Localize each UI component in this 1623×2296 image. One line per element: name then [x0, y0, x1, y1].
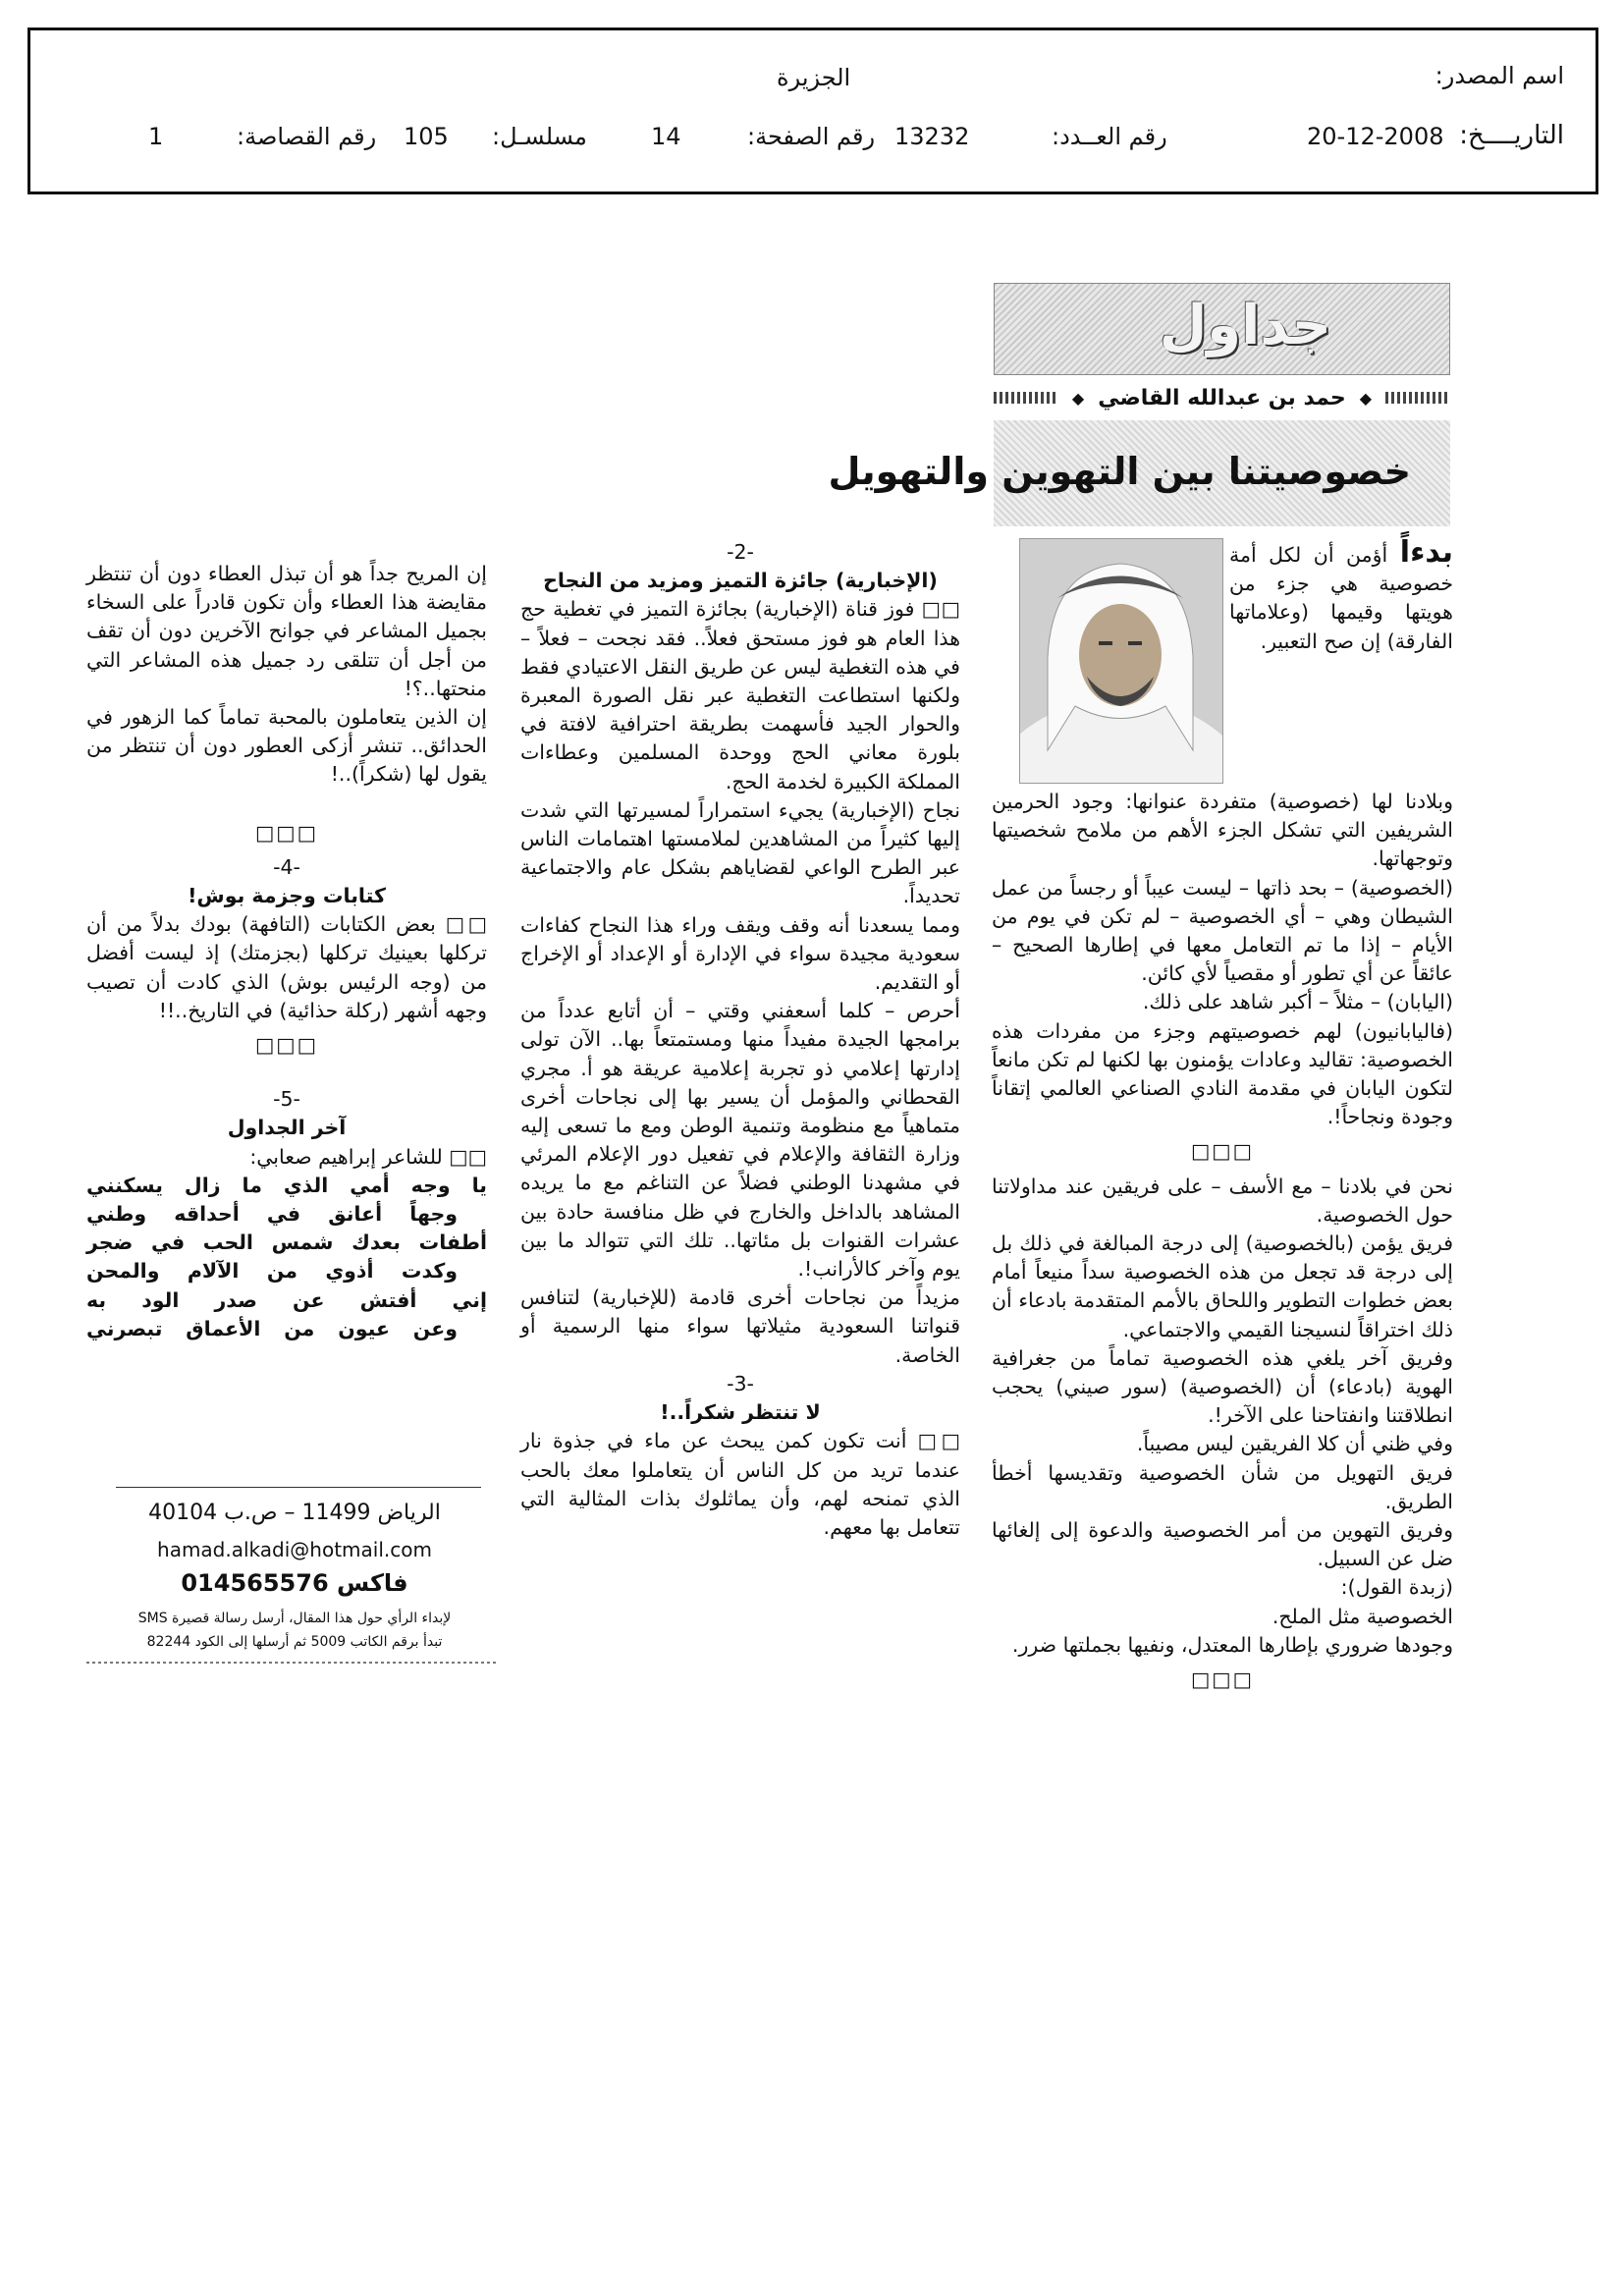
poem-verse: يا وجه أمي الذي ما زال يسكنني — [86, 1173, 487, 1197]
section-number: -5- — [273, 1087, 300, 1112]
footer-email: hamad.alkadi@hotmail.com — [157, 1538, 432, 1561]
column-title: جداول — [1159, 294, 1331, 357]
divider — [116, 1487, 481, 1488]
paragraph: وجودها ضروري بإطارها المعتدل، ونفيها بجملتها ضرر. — [1011, 1632, 1453, 1657]
page-label: رقم الصفحة: — [747, 123, 876, 150]
paragraph: (زبدة القول): — [1340, 1575, 1453, 1600]
issue-value: 13232 — [894, 123, 970, 150]
poem-verse: وجهاً أعانق في أحداقه وطني — [86, 1202, 458, 1227]
diamond-icon: ◆ — [1071, 388, 1085, 408]
paragraph: وفريق التهوين من أمر الخصوصية والدعوة إلى إلغائها ضل عن السبيل. — [992, 1518, 1453, 1571]
footer-sms-line1: لإبداء الرأي حول هذا المقال، أرسل رسالة قصيرة SMS — [137, 1611, 452, 1626]
paragraph: نجاح (الإخبارية) يجيء استمراراً لمسيرتها التي شدت إليها كثيراً من المشاهدين لملامستها اهتمامات الناس عبر الطرح الواعي لقضاياهم بشكل عام والاجتماعية تحديداً. — [520, 797, 960, 908]
poem-verse: إني أفتش عن صدر الود به — [86, 1287, 487, 1312]
author-name: حمد بن عبدالله القاضي — [1098, 385, 1346, 410]
paragraph: ومما يسعدنا أنه وقف ويقف وراء هذا النجاح كفاءات سعودية مجيدة سواء في الإدارة أو الإعداد أو الإخراج أو التقديم. — [520, 912, 960, 995]
clip-label: رقم القصاصة: — [237, 123, 377, 150]
section-number: -4- — [273, 854, 300, 879]
lead-word: بدءاً — [1399, 535, 1453, 570]
paragraph: إن المريح جداً هو أن تبذل العطاء دون أن تنتظر مقايضة هذا العطاء وأن تكون قادراً على السخاء بجميل المشاعر في جوانح الآخرين دون أن تقف من أجل أن تتلقى رد جميل هذه المشاعر التي منحتها..؟! — [86, 562, 487, 700]
separator: □□□ — [254, 1033, 319, 1058]
paragraph: (فاليابانيون) لهم خصوصيتهم وجزء من مفردات هذه الخصوصية: تقاليد وعادات يؤمنون بها لكنها لم تكن مانعاً لتكون اليابان في مقدمة النادي الصناعي العالمي إتقاناً وجودة ونجاحاً!. — [992, 1018, 1453, 1129]
footer-fax: فاكس 014565576 — [181, 1569, 408, 1597]
source-label: اسم المصدر: — [1434, 62, 1564, 89]
issue-label: رقم العــدد: — [1052, 123, 1167, 150]
article-headline: خصوصيتنا بين التهوين والتهويل — [828, 450, 1411, 493]
poem-verse: وعن عيون من الأعماق تبصرني — [86, 1316, 458, 1340]
section-heading: لا تنتظر شكراً..! — [660, 1400, 821, 1425]
paragraph: نحن في بلادنا – مع الأسف – على فريقين عند مداولاتنا حول الخصوصية. — [992, 1174, 1453, 1227]
paragraph: فريق التهويل من شأن الخصوصية وتقديسها أخطأ الطريق. — [992, 1460, 1453, 1513]
paragraph: (اليابان) – مثلاً – أكبر شاهد على ذلك. — [1142, 990, 1453, 1014]
footer-sms-line2: تبدأ برقم الكاتب 5009 ثم أرسلها إلى الكود 82244 — [146, 1634, 443, 1650]
right-column — [992, 535, 1453, 1700]
poem-verse: أطفات بعدك شمس الحب في ضجر — [86, 1230, 487, 1255]
paragraph: أحرص – كلما أسعفني وقتي – أن أتابع عدداً من برامجها الجيدة مفيداً منها ومستمتعاً بها.. الآن تولى إدارتها إعلامي ذو تجربة إعلامية عريقة هو أ. مجري القحطاني والمؤمل أن يسير بها إلى نجاحات أخرى متماهياً مع منظومة وتنمية الوطن ومع ما تسعى إليه وزارة الثقافة والإعلام في تفعيل دور الإعلام المرئي في مشهدنا الوطني فضلاً عن التناغم مع ما يريده المشاهد بالداخل والخارج في ظل منافسة حادة بين عشرات القنوات بل مئاتها.. تلك التي تتوالد ما بين يوم وآخر كالأرانب!. — [520, 999, 960, 1282]
section-heading: كتابات وجزمة بوش! — [188, 884, 386, 908]
decorative-bar — [1385, 392, 1450, 404]
separator: □□□ — [1190, 1139, 1255, 1164]
paragraph: (الخصوصية) – بحد ذاتها – ليست عيباً أو رجساً من عمل الشيطان وهي – أي الخصوصية – لم تكن في يوم من الأيام – إذا ما تم التعامل معها في إطارها الصحيح – عائقاً عن أي تطور أو مقصياً لأي كائن. — [992, 875, 1453, 986]
paragraph: □□ أنت تكون كمن يبحث عن ماء في جذوة نار عندما تريد من كل الناس أن يتعاملوا معك بالحب الذي تمنحه لهم، وأن يماثلوك بذات المثالية التي تتعامل بها معهم. — [520, 1429, 960, 1539]
date-value: 20-12-2008 — [1307, 123, 1444, 150]
paragraph: مزيداً من نجاحات أخرى قادمة (للإخبارية) لتنافس قنواتنا السعودية مثيلاتها سواء منها الرسمية أو الخاصة. — [520, 1285, 960, 1367]
serial-label: مسلسـل: — [492, 123, 587, 150]
paragraph: إن الذين يتعاملون بالمحبة تماماً كما الزهور في الحدائق.. تنشر أزكى العطور دون أن تنتظر من يقول لها (شكراً)..! — [86, 705, 487, 787]
date-label: التاريــــخ: — [1459, 121, 1564, 150]
left-column — [86, 560, 487, 1343]
divider — [86, 1662, 499, 1664]
diamond-icon: ◆ — [1359, 388, 1373, 408]
paragraph: □□ للشاعر إبراهيم صعابي: — [249, 1144, 487, 1169]
section-heading: (الإخبارية) جائزة التميز ومزيد من النجاح — [543, 569, 938, 593]
paragraph: بدءاً أؤمن أن لكل أمة خصوصية هي جزء من هويتها وقيمها (وعلاماتها الفارقة) إن صح التعبير. — [1229, 535, 1453, 653]
paragraph: الخصوصية مثل الملح. — [1271, 1604, 1453, 1628]
column-masthead — [994, 283, 1450, 375]
paragraph: □□ فوز قناة (الإخبارية) بجائزة التميز في تغطية حج هذا العام هو فوز مستحق فعلاً.. فقد نجحت – فعلاً – في هذه التغطية ليس عن طريق النقل الاعتيادي فقط ولكنها استطاعت التغطية عبر نقل الصورة المعبرة والحوار الجيد فأسهمت بطريقة احترافية لافتة في بلورة معاني الحج ووحدة المسلمين وعطاءات المملكة الكبيرة لخدمة الحج. — [520, 597, 960, 793]
decorative-bar — [994, 392, 1058, 404]
headline-box — [828, 420, 1450, 526]
paragraph: وفريق آخر يلغي هذه الخصوصية تماماً من جغرافية الهوية (بادعاء) أن (الخصوصية) (سور صيني) يحجب انطلاقتنا وانفتاحنا على الآخر!. — [992, 1345, 1453, 1428]
source-value: الجزيرة — [777, 64, 851, 91]
footer-address: الرياض 11499 – ص.ب 40104 — [148, 1501, 441, 1525]
paragraph: وفي ظني أن كلا الفريقين ليس مصيباً. — [1136, 1432, 1453, 1456]
section-number: -2- — [727, 540, 754, 564]
serial-value: 105 — [404, 123, 449, 150]
author-line — [994, 381, 1450, 414]
paragraph: فريق يؤمن (بالخصوصية) إلى درجة المبالغة في ذلك بل إلى درجة قد تجعل من هذه الخصوصية سداً منيعاً أمام بعض خطوات التطوير واللحاق بالأمم المتقدمة بادعاء أن ذلك اختراقاً لنسيجنا القيمي والاجتماعي. — [992, 1231, 1453, 1341]
metadata-box — [27, 27, 1598, 194]
clip-value: 1 — [148, 123, 164, 150]
separator: □□□ — [254, 820, 319, 845]
paragraph: وبلادنا لها (خصوصية) متفردة عنوانها: وجود الحرمين الشريفين التي تشكل الجزء الأهم من ملامح شخصيتها وتوجهاتها. — [992, 790, 1453, 871]
page-value: 14 — [651, 123, 681, 150]
section-heading: آخر الجداول — [227, 1116, 347, 1140]
poem-verse: وكدت أذوي من الآلام والمحن — [86, 1259, 458, 1284]
separator: □□□ — [1190, 1667, 1255, 1692]
section-number: -3- — [727, 1371, 754, 1395]
paragraph: □□ بعض الكتابات (التافهة) بودك بدلاً من أن تركلها بعينيك تركلها (بجزمتك) إذ ليست أفضل من (وجه الرئيس بوش) الذي كادت أن تصيب وجهه أشهر (ركلة حذائية) في التاريخ..!! — [86, 912, 487, 1022]
middle-column — [520, 538, 960, 1542]
